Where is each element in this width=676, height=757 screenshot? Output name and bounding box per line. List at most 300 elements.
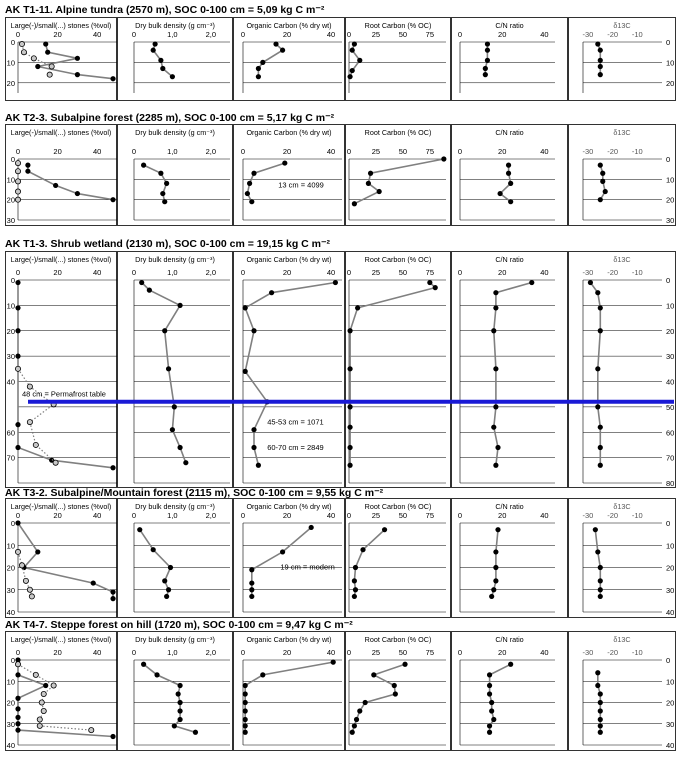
depth-tick-label-left: 0 (10, 656, 15, 665)
data-point (110, 76, 115, 81)
data-point (495, 445, 500, 450)
x-tick-label: 25 (371, 268, 381, 277)
data-point (15, 520, 20, 525)
data-point (598, 717, 603, 722)
depth-tick-label-right: 0 (666, 519, 671, 528)
x-tick-label: 0 (346, 30, 352, 39)
data-point (151, 547, 156, 552)
panel-2 (118, 125, 233, 226)
x-tick-label: 0 (457, 30, 463, 39)
open-data-point (31, 56, 36, 61)
data-point (43, 41, 48, 46)
x-tick-label: 20 (282, 511, 292, 520)
depth-tick-label-left: 0 (10, 38, 15, 47)
panel-4 (346, 125, 451, 226)
panel-header: Large(-)/small(...) stones (%vol) (10, 502, 112, 511)
data-point (251, 171, 256, 176)
open-data-point (41, 708, 46, 713)
series-line (350, 283, 435, 466)
data-point (160, 66, 165, 71)
data-point (110, 197, 115, 202)
data-point (508, 181, 513, 186)
data-point (598, 587, 603, 592)
data-point (598, 425, 603, 430)
series-line (354, 530, 384, 597)
x-tick-label: -30 (582, 268, 594, 277)
data-point (193, 730, 198, 735)
open-data-point (15, 189, 20, 194)
data-point (147, 288, 152, 293)
depth-tick-label-right: 30 (666, 352, 675, 362)
data-point (110, 465, 115, 470)
data-point (489, 708, 494, 713)
series-line (494, 283, 532, 466)
panel-header: Organic Carbon (% dry wt) (246, 21, 332, 30)
x-tick-label: 40 (326, 147, 336, 156)
x-tick-label: 20 (498, 30, 507, 39)
data-point (598, 328, 603, 333)
data-point (347, 366, 352, 371)
data-point (45, 50, 50, 55)
panel-frame (6, 252, 117, 488)
panel-header: δ13C (613, 635, 631, 644)
data-point (598, 565, 603, 570)
depth-tick-label-right: 60 (666, 428, 675, 438)
annotation-label: 19 cm = modern (280, 562, 335, 572)
x-tick-label: 20 (53, 147, 62, 156)
x-tick-label: 0 (346, 648, 352, 657)
data-point (75, 56, 80, 61)
x-tick-label: -30 (582, 648, 594, 657)
x-tick-label: 0 (131, 648, 137, 657)
data-point (249, 587, 254, 592)
depth-tick-label-right: 20 (666, 326, 675, 336)
data-point (273, 41, 278, 46)
data-point (598, 445, 603, 450)
x-tick-label: -20 (607, 30, 619, 39)
x-tick-label: 0 (240, 511, 246, 520)
data-point (493, 463, 498, 468)
depth-tick-label-right: 10 (666, 301, 675, 311)
open-data-point (21, 50, 26, 55)
data-point (256, 74, 261, 79)
data-point (166, 587, 171, 592)
data-point (15, 696, 20, 701)
data-point (153, 41, 158, 46)
data-point (256, 463, 261, 468)
panel-frame (6, 125, 117, 226)
depth-tick-label-left: 0 (10, 276, 15, 285)
x-tick-label: 2,0 (205, 511, 217, 520)
data-point (357, 708, 362, 713)
row-title: AK T1-3. Shrub wetland (2130 m), SOC 0-100 cm = 19,15 kg C m⁻² (5, 238, 331, 250)
depth-tick-label-right: 30 (666, 719, 675, 729)
x-tick-label: 20 (53, 648, 62, 657)
panel-header: Large(-)/small(...) stones (%vol) (10, 255, 112, 264)
panel-4 (346, 632, 451, 751)
data-point (251, 445, 256, 450)
x-tick-label: 0 (131, 30, 137, 39)
panel-4 (346, 18, 451, 101)
data-point (158, 171, 163, 176)
open-data-point (27, 587, 32, 592)
depth-tick-label-right: 20 (666, 698, 675, 708)
data-point (352, 201, 357, 206)
panel-frame (234, 252, 345, 488)
x-tick-label: 0 (131, 511, 137, 520)
data-point (43, 683, 48, 688)
x-tick-label: 0 (131, 268, 137, 277)
data-point (491, 328, 496, 333)
data-point (15, 706, 20, 711)
data-point (598, 723, 603, 728)
data-point (154, 672, 159, 677)
data-point (489, 594, 494, 599)
data-point (251, 427, 256, 432)
data-point (350, 68, 355, 73)
open-data-point (15, 197, 20, 202)
x-tick-label: 0 (131, 147, 137, 156)
data-point (377, 189, 382, 194)
panel-6 (569, 252, 676, 488)
data-point (15, 280, 20, 285)
x-tick-label: 40 (540, 648, 549, 657)
x-tick-label: 0 (15, 30, 21, 39)
data-point (75, 191, 80, 196)
data-point (363, 700, 368, 705)
panel-2 (118, 499, 233, 618)
data-point (251, 328, 256, 333)
x-tick-label: 40 (93, 30, 102, 39)
depth-tick-label-left: 30 (6, 352, 15, 362)
panel-frame (452, 632, 568, 751)
data-point (598, 463, 603, 468)
series-line (18, 283, 113, 468)
series-line (490, 664, 511, 732)
data-point (595, 670, 600, 675)
open-data-point (39, 700, 44, 705)
depth-tick-label-right: 30 (666, 585, 675, 595)
data-point (15, 445, 20, 450)
panel-header: δ13C (613, 21, 631, 30)
data-point (485, 58, 490, 63)
data-point (360, 547, 365, 552)
data-point (170, 74, 175, 79)
data-point (598, 305, 603, 310)
data-point (506, 163, 511, 168)
panel-header: δ13C (613, 502, 631, 511)
data-point (35, 549, 40, 554)
panel-header: Large(-)/small(...) stones (%vol) (10, 128, 112, 137)
panel-3 (234, 252, 345, 488)
data-point (598, 708, 603, 713)
x-tick-label: -30 (582, 30, 594, 39)
open-data-point (37, 717, 42, 722)
x-tick-label: 1,0 (167, 511, 178, 520)
annotation-label: 45-53 cm = 1071 (267, 417, 324, 427)
data-point (177, 700, 182, 705)
data-point (595, 41, 600, 46)
data-point (600, 171, 605, 176)
depth-tick-label-left: 20 (6, 563, 15, 573)
depth-tick-label-left: 60 (6, 428, 15, 438)
data-point (162, 199, 167, 204)
data-point (493, 290, 498, 295)
panel-header: Organic Carbon (% dry wt) (246, 128, 332, 137)
x-tick-label: 25 (371, 30, 381, 39)
x-tick-label: 20 (498, 648, 507, 657)
open-data-point (33, 672, 38, 677)
panel-header: C/N ratio (495, 502, 524, 511)
panel-3 (234, 125, 345, 226)
data-point (493, 565, 498, 570)
series-line (492, 530, 498, 597)
open-data-point (53, 460, 58, 465)
series-line (140, 530, 171, 597)
panel-1 (6, 632, 118, 751)
panel-header: Dry bulk density (g cm⁻³) (135, 635, 215, 644)
panel-2 (118, 252, 233, 488)
x-tick-label: 40 (326, 30, 336, 39)
x-tick-label: 75 (425, 648, 435, 657)
data-point (249, 567, 254, 572)
x-tick-label: 2,0 (205, 147, 217, 156)
x-tick-label: -10 (631, 30, 643, 39)
x-tick-label: -20 (607, 147, 619, 156)
data-point (588, 280, 593, 285)
data-point (600, 179, 605, 184)
data-point (151, 48, 156, 53)
x-tick-label: 50 (398, 268, 408, 277)
depth-tick-label-right: 40 (666, 377, 675, 387)
annotation-label: 13 cm = 4099 (278, 180, 324, 190)
data-point (280, 48, 285, 53)
panel-4 (346, 252, 451, 488)
series-line (18, 664, 91, 730)
data-point (593, 527, 598, 532)
x-tick-label: 40 (93, 147, 102, 156)
panel-header: δ13C (613, 128, 631, 137)
x-tick-label: 40 (540, 511, 549, 520)
panel-5 (452, 252, 568, 488)
data-point (483, 66, 488, 71)
data-point (506, 171, 511, 176)
series-line (18, 369, 56, 463)
data-point (164, 594, 169, 599)
data-point (243, 723, 248, 728)
data-point (487, 723, 492, 728)
series-line (28, 165, 113, 200)
x-tick-label: 0 (15, 147, 21, 156)
x-tick-label: -10 (631, 268, 643, 277)
series-line (595, 530, 600, 597)
data-point (487, 691, 492, 696)
depth-tick-label-right: 10 (666, 58, 675, 68)
depth-tick-label-right: 0 (666, 656, 671, 665)
series-line (144, 165, 167, 202)
panel-header: δ13C (613, 255, 631, 264)
profile-row-1 (5, 4, 676, 101)
data-point (15, 728, 20, 733)
depth-tick-label-right: 0 (666, 276, 671, 285)
panel-1 (6, 499, 118, 618)
panel-5 (452, 18, 568, 101)
data-point (35, 64, 40, 69)
profile-row-4 (5, 487, 676, 618)
x-tick-label: 0 (240, 648, 246, 657)
depth-tick-label-right: 0 (666, 155, 671, 164)
panel-frame (118, 125, 233, 226)
data-point (493, 578, 498, 583)
data-point (493, 404, 498, 409)
x-tick-label: 1,0 (167, 268, 178, 277)
x-tick-label: 0 (240, 147, 246, 156)
x-tick-label: 20 (282, 147, 292, 156)
x-tick-label: 0 (346, 511, 352, 520)
depth-tick-label-left: 10 (6, 541, 15, 551)
data-point (177, 683, 182, 688)
data-point (598, 594, 603, 599)
data-point (491, 717, 496, 722)
x-tick-label: 20 (53, 268, 62, 277)
x-tick-label: 25 (371, 648, 381, 657)
x-tick-label: 20 (498, 511, 507, 520)
data-point (243, 691, 248, 696)
data-point (243, 700, 248, 705)
row-title: AK T4-7. Steppe forest on hill (1720 m), SOC 0-100 cm = 9,47 kg C m⁻² (5, 619, 353, 631)
data-point (260, 672, 265, 677)
panel-3 (234, 18, 345, 101)
data-point (110, 589, 115, 594)
data-point (331, 660, 336, 665)
x-tick-label: 0 (15, 648, 21, 657)
data-point (371, 672, 376, 677)
data-point (598, 197, 603, 202)
depth-tick-label-right: 40 (666, 608, 675, 617)
data-point (15, 328, 20, 333)
data-point (75, 72, 80, 77)
data-point (162, 578, 167, 583)
depth-tick-label-left: 70 (6, 453, 15, 463)
open-data-point (47, 72, 52, 77)
data-point (347, 74, 352, 79)
data-point (162, 328, 167, 333)
depth-tick-label-right: 10 (666, 175, 675, 185)
data-point (158, 58, 163, 63)
x-tick-label: -30 (582, 147, 594, 156)
depth-tick-label-right: 30 (666, 216, 675, 225)
data-point (498, 191, 503, 196)
data-point (366, 181, 371, 186)
data-point (489, 700, 494, 705)
x-tick-label: 20 (53, 511, 62, 520)
panel-5 (452, 125, 568, 226)
row-title: AK T2-3. Subalpine forest (2285 m), SOC 0-100 cm = 5,17 kg C m⁻² (5, 112, 335, 124)
depth-tick-label-right: 40 (666, 741, 675, 750)
depth-tick-label-left: 10 (6, 175, 15, 185)
open-data-point (51, 683, 56, 688)
x-tick-label: 20 (53, 30, 62, 39)
panel-header: Root Carbon (% OC) (364, 21, 432, 30)
data-point (347, 425, 352, 430)
depth-tick-label-left: 40 (6, 608, 15, 617)
data-point (25, 163, 30, 168)
open-data-point (33, 442, 38, 447)
data-point (495, 527, 500, 532)
open-data-point (29, 594, 34, 599)
open-data-point (15, 169, 20, 174)
data-point (166, 366, 171, 371)
x-tick-label: -20 (607, 648, 619, 657)
data-point (508, 199, 513, 204)
depth-tick-label-left: 10 (6, 301, 15, 311)
data-point (595, 549, 600, 554)
data-point (177, 303, 182, 308)
data-point (137, 527, 142, 532)
data-point (15, 305, 20, 310)
open-data-point (89, 728, 94, 733)
panel-header: C/N ratio (495, 635, 524, 644)
data-point (249, 199, 254, 204)
x-tick-label: 0 (457, 147, 463, 156)
x-tick-label: 40 (540, 30, 549, 39)
series-line (245, 662, 333, 732)
panel-header: Root Carbon (% OC) (364, 128, 432, 137)
series-line (142, 283, 186, 463)
data-point (170, 427, 175, 432)
data-point (243, 708, 248, 713)
panel-header: Root Carbon (% OC) (364, 635, 432, 644)
data-point (485, 41, 490, 46)
open-data-point (15, 179, 20, 184)
data-point (598, 700, 603, 705)
data-point (529, 280, 534, 285)
panel-frame (234, 125, 345, 226)
data-point (172, 404, 177, 409)
x-tick-label: 40 (326, 511, 336, 520)
x-tick-label: 40 (326, 648, 336, 657)
panel-header: Organic Carbon (% dry wt) (246, 635, 332, 644)
data-point (353, 587, 358, 592)
data-point (352, 41, 357, 46)
depth-tick-label-left: 0 (10, 519, 15, 528)
data-point (487, 672, 492, 677)
data-point (352, 723, 357, 728)
open-data-point (41, 691, 46, 696)
data-point (168, 565, 173, 570)
panel-5 (452, 632, 568, 751)
open-data-point (37, 723, 42, 728)
data-point (53, 183, 58, 188)
open-data-point (15, 366, 20, 371)
open-data-point (15, 662, 20, 667)
x-tick-label: 75 (425, 30, 435, 39)
open-data-point (19, 41, 24, 46)
data-point (598, 72, 603, 77)
x-tick-label: 0 (346, 268, 352, 277)
panel-2 (118, 632, 233, 751)
data-point (598, 48, 603, 53)
open-data-point (23, 578, 28, 583)
panel-frame (569, 125, 676, 226)
x-tick-label: 20 (282, 268, 292, 277)
panel-header: Dry bulk density (g cm⁻³) (135, 128, 215, 137)
panel-header: C/N ratio (495, 128, 524, 137)
panel-6 (569, 499, 676, 618)
depth-tick-label-left: 30 (6, 216, 15, 225)
x-tick-label: 0 (457, 268, 463, 277)
data-point (350, 730, 355, 735)
